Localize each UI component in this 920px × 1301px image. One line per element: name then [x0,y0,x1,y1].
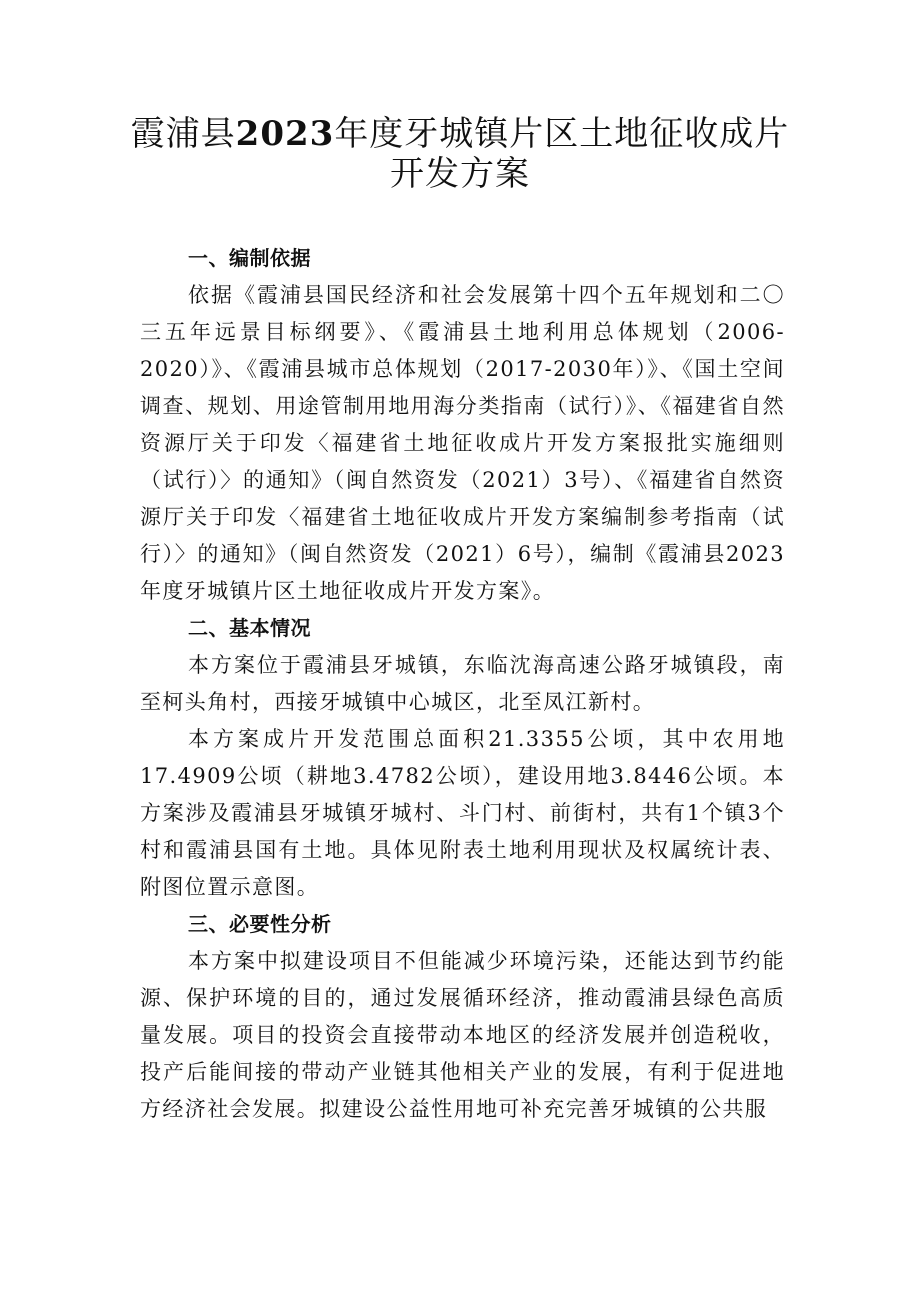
section-heading: 三、必要性分析 [188,912,332,936]
paragraph: 本方案位于霞浦县牙城镇，东临沈海高速公路牙城镇段，南至柯头角村，西接牙城镇中心城区，北至凤江新村。 [140,653,785,714]
paragraph: 本方案成片开发范围总面积21.3355公顷，其中农用地17.4909公顷（耕地3.4782公顷），建设用地3.8446公顷。本方案涉及霞浦县牙城镇牙城村、斗门村、前街村，共有1个镇3个村和霞浦县国有土地。具体见附表土地利用现状及权属统计表、附图位置示意图。 [140,727,785,899]
paragraph: 依据《霞浦县国民经济和社会发展第十四个五年规划和二〇三五年远景目标纲要》、《霞浦县土地利用总体规划（2006-2020）》、《霞浦县城市总体规划（2017-2030年）》、《国土空间调查、规划、用途管制用地用海分类指南（试行）》、《福建省自然资源厅关于印发〈福建省土地征收成片开发方案报批实施细则（试行）〉的通知》（闽自然资发（2021）3号）、《福建省自然资源厅关于印发〈福建省土地征收成片开发方案编制参考指南（试行）〉的通知》（闽自然资发（2021）6号），编制《霞浦县2023年度牙城镇片区土地征收成片开发方案》。 [140,283,785,603]
section-heading: 一、编制依据 [188,246,311,270]
section-basic-situation [140,610,785,906]
section-heading: 二、基本情况 [188,616,311,640]
document-title-line-1 [90,112,830,156]
section-compilation-basis [140,240,785,610]
paragraph: 本方案中拟建设项目不但能减少环境污染，还能达到节约能源、保护环境的目的，通过发展循环经济，推动霞浦县绿色高质量发展。项目的投资会直接带动本地区的经济发展并创造税收，投产后能间接的带动产业链其他相关产业的发展，有利于促进地方经济社会发展。拟建设公益性用地可补充完善牙城镇的公共服 [140,949,785,1121]
section-necessity-analysis [140,906,785,1128]
document-title-line-2: 开发方案 [390,154,530,194]
title-year: 2023 [235,114,335,154]
title-county: 霞浦县 [130,114,236,154]
title-rest: 年度牙城镇片区土地征收成片 [334,114,790,154]
document-body [140,240,785,1128]
